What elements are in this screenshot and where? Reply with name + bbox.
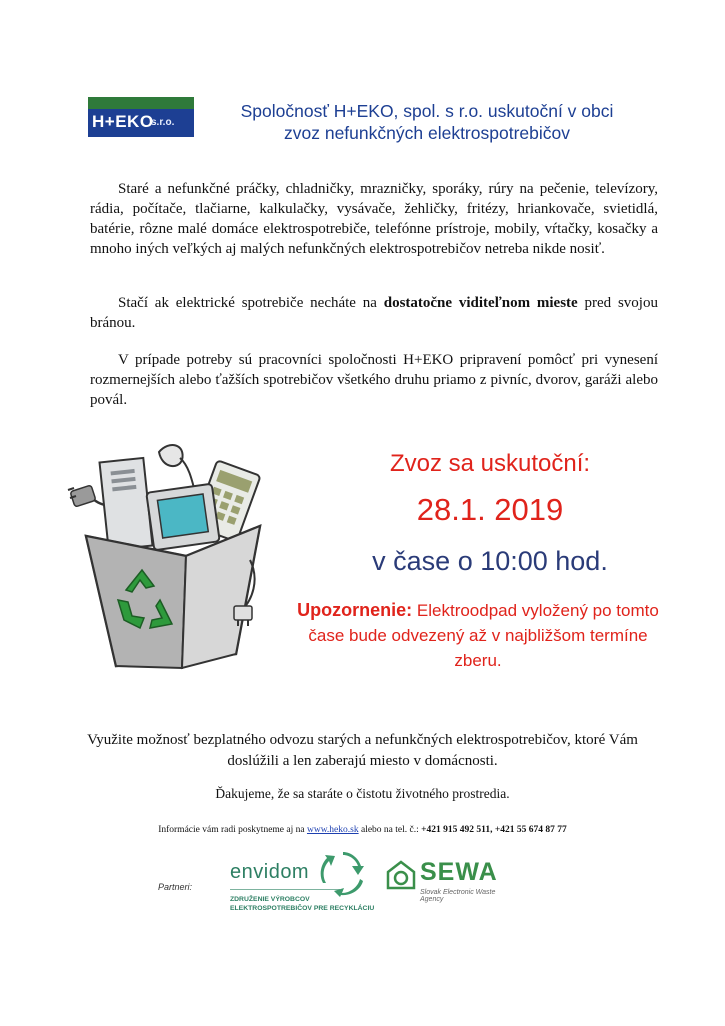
logo-name: H+EKO [92,112,154,131]
placement-emphasis: dostatočne viditeľnom mieste [383,295,578,311]
warning-notice [283,598,673,673]
envidom-recycle-icon [320,851,366,897]
page-title [212,100,642,144]
collection-heading: Zvoz sa uskutoční: [389,450,591,477]
envidom-name: envidom [230,861,310,883]
contact-info [60,825,665,835]
warning-colon: : [406,600,413,620]
contact-mid: alebo na tel. č.: [358,825,422,835]
collection-time: v čase o 10:00 hod. [372,546,608,576]
heko-logo [88,97,194,137]
placement-text-before: Stačí ak elektrické spotrebiče necháte na [118,295,384,311]
warning-label: Upozornenie [297,600,407,620]
envidom-subtitle-line-1: ZDRUŽENIE VÝROBCOV [230,896,310,903]
placement-text-after: pred svojou bránou. [90,295,658,331]
title-line-1: Spoločnosť H+EKO, spol. s r.o. uskutoční v obci [240,101,614,121]
contact-phones: +421 915 492 511, +421 55 674 87 77 [421,825,567,835]
paragraph-appliances-text: Staré a nefunkčné práčky, chladničky, mrazničky, sporáky, rúry na pečenie, televízory, rádia, počítače, tlačiarne, kalkulačky, vysávače, žehličky, fritézy, hriankovače, svietidlá, batérie, rôzne malé domáce elektrospotrebiče, telefónne prístroje, mobily, vŕtačky, kosačky a mnoho iných veľkých aj malých nefunkčných elektrospotrebičov netreba nikde nosiť. [90,181,658,257]
envidom-subtitle-line-2: ELEKTROSPOTREBIČOV PRE RECYKLÁCIU [230,905,375,912]
paragraph-appliances [90,179,658,259]
website-link[interactable]: www.heko.sk [306,825,359,835]
logo-suffix: s.r.o. [151,117,175,128]
warning-text: Elektroodpad vyložený po tomto čase bude odvezený až v najbližšom termíne zberu. [308,601,659,670]
title-line-2: zvoz nefunkčných elektrospotrebičov [284,123,570,143]
closing-text: Využite možnosť bezplatného odvozu starých a nefunkčných elektrospotrebičov, ktoré Vám doslúžili a len zaberajú miesto v domácnosti. [87,732,638,769]
recycle-bin-illustration [64,440,276,670]
sewa-logo [386,860,516,910]
sewa-tagline: Slovak Electronic Waste Agency [420,889,496,903]
paragraph-placement [90,293,658,333]
partners-label: Partneri: [158,882,193,892]
envidom-subtitle [230,895,374,913]
paragraph-assistance-text: V prípade potreby sú pracovníci spoločnosti H+EKO pripravení pomôcť pri vynesení rozmernejších alebo ťažších spotrebičov všetkého druhu priamo z pivníc, dvorov, garáži alebo povál. [90,352,658,408]
contact-prefix: Informácie vám radi poskytneme aj na [158,825,307,835]
collection-date: 28.1. 2019 [416,492,564,527]
sewa-logo-icon [386,860,416,890]
thanks-text: Ďakujeme, že sa staráte o čistotu životného prostredia. [215,786,510,801]
sewa-name: SEWA [420,858,498,886]
paragraph-assistance [90,350,658,410]
